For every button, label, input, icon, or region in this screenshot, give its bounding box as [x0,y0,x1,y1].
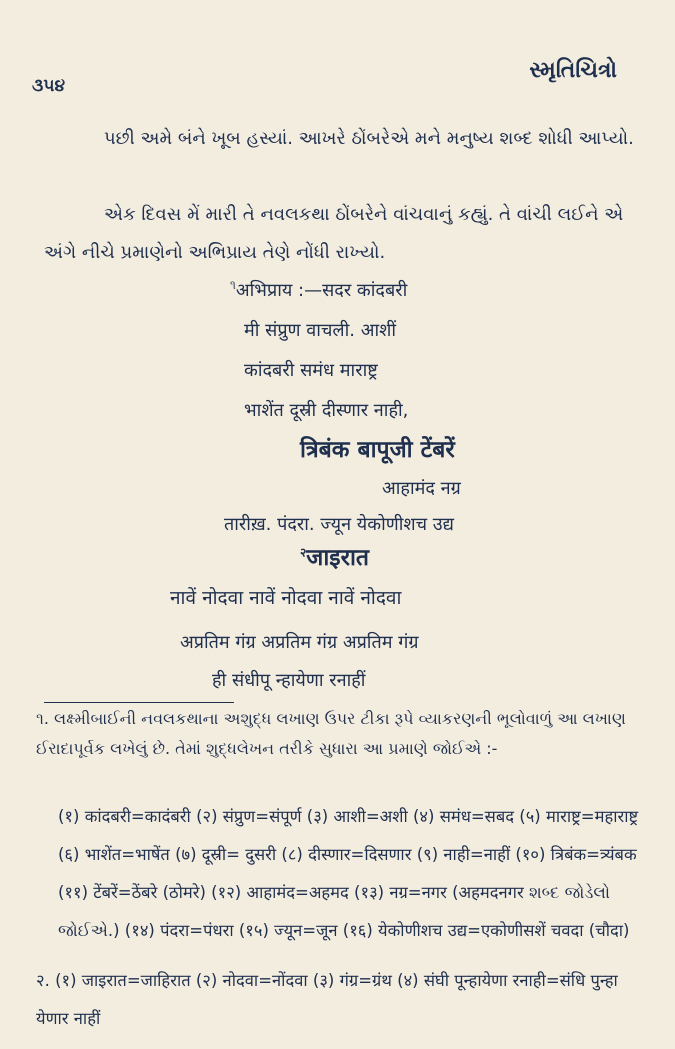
signature-place: आहामंद नग्र [382,478,461,499]
footnote-1-corrections: (१) कांदबरी=कादंबरी (२) संप्रुण=संपूर्ण (३) आशी=अशी (४) समंध=सबद (५) माराष्ट्र=महाराष्ट्र (६) भाशेंत=भाषेंत (७) दूस्री= दुसरी (८) दीस्णार=दिसणार (९) नाही=नाहीं (१०) त्रिबंक=त्र्यंबक (११) टेंबरें=ठेंबरे (ठोमरे) (१२) आहामंद=अहमद (१३) नग्र=नगर (अहमदनगर શબ્દ જોડેલો જોઈએ.) (१४) पंदरा=पंधरा (१५) ज्यून=जून (१६) येकोणीशच उद्य=एकोणीसशें चवदा (चौदा) [58,807,639,940]
paragraph-1: પછી અમે બંને ખૂબ હસ્યાં. આખરે ઠોંબરેએ મને મનુષ્ય શબ્દ શોધી આપ્યો. [104,128,634,149]
ad-line-3: ही संधीपू न्हायेणा रनाहीं [212,670,366,691]
running-title: સ્મૃતિચિત્રો [529,58,617,83]
verse-line-2: मी संप्रुण वाचली. आशीं [244,320,396,341]
footnote-1-intro: ૧. લક્ષ્મીબાઈની નવલકથાના અશુદ્ધ લખાણ ઉપર ટીકા રૂપે વ્યાકરણની ભૂલોવાળું આ લખાણ ઈરાદાપૂર્વક લખેલું છે. તેમાં શુદ્ધલેખન તરીકે સુધારા આ પ્રમાણે જોઈએ :- [36,709,626,758]
signature-name: त्रिबंक बापूजी टेंबरें [300,437,455,463]
footnote-marker-2: २ [300,545,307,560]
signature-date: तारीख़. पंदरा. ज्यून येकोणीशच उद्य [224,514,455,535]
footnote-2: २. (१) जाइरात=जाहिरात (२) नोदवा=नोंदवा (३) गंग्र=ग्रंथ (४) संघी पून्हायेणा रनाही=संधि पुन्हा येणार नाहीं [36,971,618,1028]
footnote-marker-1: ૧ [230,278,236,292]
ad-line-2: अप्रतिम गंग्र अप्रतिम गंग्र अप्रतिम गंग्र [180,632,419,653]
page-number: ૩૫૪ [32,76,66,96]
paragraph-2: એક દિવસ મેં મારી તે નવલકથા ઠોંબરેને વાંચવાનું કહ્યું. તે વાંચી લઈને એ અંગે નીચે પ્રમાણેનો અભિપ્રાય તેણે નોંધી રાખ્યો. [44,204,624,263]
verse-line-3: कांदबरी समंध माराष्ट्र [244,360,378,381]
verse-line-1: $^૧$अभिप्राय :—सदर कांदबरी [230,278,408,301]
advertisement-heading: $^२$जाइरात [300,545,370,571]
ad-line-1: नावें नोदवा नावें नोदवा नावें नोदवा [170,587,402,609]
footnote-divider [44,702,234,703]
verse-line-4: भाशेंत दूस्री दीस्णार नाही, [244,400,409,421]
